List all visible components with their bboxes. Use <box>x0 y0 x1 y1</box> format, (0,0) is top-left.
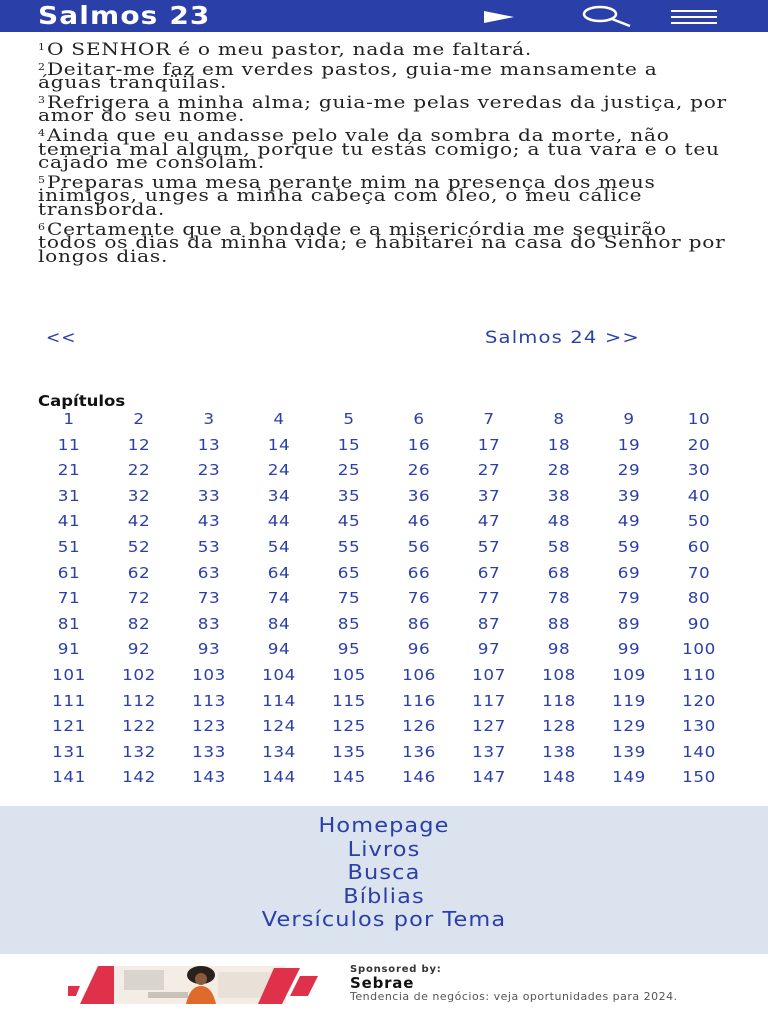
chapter-link-103[interactable]: 103 <box>192 665 226 684</box>
chapter-link-89[interactable]: 89 <box>617 614 641 633</box>
chapter-link-53[interactable]: 53 <box>197 537 221 556</box>
chapter-link-44[interactable]: 44 <box>267 512 291 531</box>
chapter-link-113[interactable]: 113 <box>192 691 226 710</box>
chapter-link-38[interactable]: 38 <box>547 486 571 505</box>
chapter-link-131[interactable]: 131 <box>52 742 86 761</box>
verse-text: Deitar-me faz em verdes pastos, guia-me mansamente a águas tranqüilas. <box>38 59 658 93</box>
chapter-link-8[interactable]: 8 <box>553 410 565 428</box>
top-bar <box>0 0 768 32</box>
chapter-link-51[interactable]: 51 <box>57 537 81 556</box>
chapter-link-139[interactable]: 139 <box>612 742 646 761</box>
chapter-link-77[interactable]: 77 <box>477 589 501 608</box>
chapter-link-27[interactable]: 27 <box>477 461 501 480</box>
chapter-link-124[interactable]: 124 <box>262 717 296 736</box>
chapter-link-14[interactable]: 14 <box>267 435 291 454</box>
chapter-link-73[interactable]: 73 <box>197 589 221 608</box>
chapter-link-132[interactable]: 132 <box>122 742 156 761</box>
chapter-link-93[interactable]: 93 <box>197 640 221 659</box>
chapter-link-25[interactable]: 25 <box>337 461 361 480</box>
chapter-link-85[interactable]: 85 <box>337 614 361 633</box>
chapter-link-90[interactable]: 90 <box>687 614 711 633</box>
chapter-link-99[interactable]: 99 <box>617 640 641 659</box>
chapter-link-39[interactable]: 39 <box>617 486 641 505</box>
chapter-link-50[interactable]: 50 <box>687 512 711 531</box>
verse-number: 4 <box>38 128 46 139</box>
chapter-link-148[interactable]: 148 <box>542 768 576 787</box>
sponsor-name[interactable]: Sebrae <box>350 974 415 992</box>
chapter-link-66[interactable]: 66 <box>407 563 431 582</box>
chapter-link-6[interactable]: 6 <box>413 410 425 428</box>
chapter-link-58[interactable]: 58 <box>547 537 571 556</box>
verse-number: 5 <box>38 175 46 186</box>
chapter-link-108[interactable]: 108 <box>542 665 576 684</box>
verses-list <box>38 42 728 268</box>
chapter-link-43[interactable]: 43 <box>197 512 221 531</box>
chapter-link-49[interactable]: 49 <box>617 512 641 531</box>
chapter-link-76[interactable]: 76 <box>407 589 431 608</box>
chapter-link-45[interactable]: 45 <box>337 512 361 531</box>
chapter-link-88[interactable]: 88 <box>547 614 571 633</box>
chapter-link-72[interactable]: 72 <box>127 589 151 608</box>
chapter-link-5[interactable]: 5 <box>343 410 355 428</box>
chapter-link-106[interactable]: 106 <box>402 665 436 684</box>
chapter-link-100[interactable]: 100 <box>682 640 716 659</box>
chapter-link-127[interactable]: 127 <box>472 717 506 736</box>
chapter-link-34[interactable]: 34 <box>267 486 291 505</box>
chapter-link-109[interactable]: 109 <box>612 665 646 684</box>
chapter-link-150[interactable]: 150 <box>682 768 716 787</box>
chapter-link-69[interactable]: 69 <box>617 563 641 582</box>
previous-chapter-link[interactable]: << <box>46 328 77 348</box>
verse-text: Certamente que a bondade e a misericórdia me seguirão todos os dias da minha vida; e habitarei na casa do Senhor por longos dias. <box>38 219 726 266</box>
chapter-link-149[interactable]: 149 <box>612 768 646 787</box>
verse-text: Preparas uma mesa perante mim na presença dos meus inimigos, unges a minha cabeça com óleo, o meu cálice transborda. <box>38 172 656 219</box>
verse-4 <box>38 125 727 173</box>
chapter-link-79[interactable]: 79 <box>617 589 641 608</box>
chapters-heading: Capítulos <box>38 392 126 410</box>
verse-2 <box>38 59 727 93</box>
sponsor-banner <box>0 954 768 1024</box>
chapter-link-142[interactable]: 142 <box>122 768 156 787</box>
chapter-link-105[interactable]: 105 <box>332 665 366 684</box>
footer-nav <box>0 806 768 954</box>
chapter-link-144[interactable]: 144 <box>262 768 296 787</box>
chapter-link-68[interactable]: 68 <box>547 563 571 582</box>
chapter-link-13[interactable]: 13 <box>197 435 221 454</box>
play-icon[interactable] <box>484 9 516 28</box>
chapter-link-128[interactable]: 128 <box>542 717 576 736</box>
sponsored-by-label: Sponsored by: <box>350 964 442 975</box>
chapter-link-102[interactable]: 102 <box>122 665 156 684</box>
chapter-link-130[interactable]: 130 <box>682 717 716 736</box>
chapter-link-80[interactable]: 80 <box>687 589 711 608</box>
chapter-link-1[interactable]: 1 <box>63 410 75 428</box>
chapter-link-96[interactable]: 96 <box>407 640 431 659</box>
chapter-link-32[interactable]: 32 <box>127 486 151 505</box>
chapter-link-11[interactable]: 11 <box>57 435 81 454</box>
chapter-link-63[interactable]: 63 <box>197 563 221 582</box>
chapter-link-98[interactable]: 98 <box>547 640 571 659</box>
verse-text: Refrigera a minha alma; guia-me pelas veredas da justiça, por amor do seu nome. <box>38 92 727 126</box>
chapter-link-146[interactable]: 146 <box>402 768 436 787</box>
chapter-link-117[interactable]: 117 <box>472 691 506 710</box>
chapter-link-135[interactable]: 135 <box>332 742 366 761</box>
chapter-link-35[interactable]: 35 <box>337 486 361 505</box>
chapter-link-119[interactable]: 119 <box>612 691 646 710</box>
chapter-link-40[interactable]: 40 <box>687 486 711 505</box>
chapter-link-87[interactable]: 87 <box>477 614 501 633</box>
chapter-link-74[interactable]: 74 <box>267 589 291 608</box>
search-icon[interactable] <box>580 5 632 31</box>
chapter-link-59[interactable]: 59 <box>617 537 641 556</box>
chapter-link-95[interactable]: 95 <box>337 640 361 659</box>
chapters-grid <box>34 407 734 791</box>
chapter-link-23[interactable]: 23 <box>197 461 221 480</box>
chapter-link-55[interactable]: 55 <box>337 537 361 556</box>
chapter-link-33[interactable]: 33 <box>197 486 221 505</box>
chapter-link-120[interactable]: 120 <box>682 691 716 710</box>
chapter-link-71[interactable]: 71 <box>57 589 81 608</box>
chapter-link-134[interactable]: 134 <box>262 742 296 761</box>
verse-number: 2 <box>38 62 46 73</box>
chapter-link-42[interactable]: 42 <box>127 512 151 531</box>
verse-3 <box>38 92 727 126</box>
sponsor-description[interactable]: Tendencia de negócios: veja oportunidades para 2024. <box>350 990 678 1003</box>
chapter-link-60[interactable]: 60 <box>687 537 711 556</box>
chapter-link-129[interactable]: 129 <box>612 717 646 736</box>
chapter-link-97[interactable]: 97 <box>477 640 501 659</box>
verse-1 <box>38 42 727 57</box>
chapter-link-26[interactable]: 26 <box>407 461 431 480</box>
chapter-link-81[interactable]: 81 <box>57 614 81 633</box>
chapter-link-82[interactable]: 82 <box>127 614 151 633</box>
chapter-link-123[interactable]: 123 <box>192 717 226 736</box>
chapter-link-70[interactable]: 70 <box>687 563 711 582</box>
chapter-link-114[interactable]: 114 <box>262 691 296 710</box>
chapter-link-111[interactable]: 111 <box>52 691 86 710</box>
chapter-link-65[interactable]: 65 <box>337 563 361 582</box>
sponsor-ad-image[interactable] <box>68 966 318 1004</box>
chapter-link-84[interactable]: 84 <box>267 614 291 633</box>
chapter-link-78[interactable]: 78 <box>547 589 571 608</box>
chapter-link-101[interactable]: 101 <box>52 665 86 684</box>
footer-link-biblias[interactable]: Bíblias <box>343 883 425 908</box>
footer-link-versiculos-por-tema[interactable]: Versículos por Tema <box>261 907 507 931</box>
chapter-link-37[interactable]: 37 <box>477 486 501 505</box>
verse-number: 6 <box>38 222 46 233</box>
chapter-link-19[interactable]: 19 <box>617 435 641 454</box>
chapter-link-36[interactable]: 36 <box>407 486 431 505</box>
chapter-link-136[interactable]: 136 <box>402 742 436 761</box>
chapter-link-112[interactable]: 112 <box>122 691 156 710</box>
chapter-link-4[interactable]: 4 <box>273 410 285 428</box>
chapter-link-31[interactable]: 31 <box>57 486 81 505</box>
chapter-link-12[interactable]: 12 <box>127 435 151 454</box>
next-chapter-link[interactable]: Salmos 24 >> <box>485 328 640 348</box>
verse-5 <box>38 172 727 219</box>
chapter-link-30[interactable]: 30 <box>687 461 711 480</box>
chapter-link-28[interactable]: 28 <box>547 461 571 480</box>
chapter-link-140[interactable]: 140 <box>682 742 716 761</box>
chapter-link-46[interactable]: 46 <box>407 512 431 531</box>
chapter-link-21[interactable]: 21 <box>57 461 81 480</box>
chapter-link-15[interactable]: 15 <box>337 435 361 454</box>
footer-link-livros[interactable]: Livros <box>347 836 421 861</box>
footer-link-homepage[interactable]: Homepage <box>318 813 450 837</box>
chapter-link-121[interactable]: 121 <box>52 717 86 736</box>
chapter-link-2[interactable]: 2 <box>133 410 145 428</box>
verse-text: O SENHOR é o meu pastor, nada me faltará. <box>46 40 533 59</box>
chapter-link-7[interactable]: 7 <box>483 410 495 428</box>
verse-text: Ainda que eu andasse pelo vale da sombra da morte, não temeria mal algum, porque tu estás comigo; a tua vara e o teu cajado me consolam. <box>38 125 720 173</box>
chapter-link-52[interactable]: 52 <box>127 537 151 556</box>
chapter-link-3[interactable]: 3 <box>203 410 215 428</box>
chapter-link-126[interactable]: 126 <box>402 717 436 736</box>
chapter-link-10[interactable]: 10 <box>687 410 711 428</box>
chapter-link-122[interactable]: 122 <box>122 717 156 736</box>
chapter-link-147[interactable]: 147 <box>472 768 506 787</box>
chapter-link-18[interactable]: 18 <box>547 435 571 454</box>
menu-icon[interactable] <box>671 9 717 28</box>
chapter-link-9[interactable]: 9 <box>623 410 635 428</box>
chapter-link-86[interactable]: 86 <box>407 614 431 633</box>
chapter-link-64[interactable]: 64 <box>267 563 291 582</box>
chapter-link-57[interactable]: 57 <box>477 537 501 556</box>
chapter-link-143[interactable]: 143 <box>192 768 226 787</box>
chapter-link-91[interactable]: 91 <box>57 640 81 659</box>
chapter-link-145[interactable]: 145 <box>332 768 366 787</box>
chapter-link-24[interactable]: 24 <box>267 461 291 480</box>
verse-number: 1 <box>38 43 46 53</box>
chapter-link-141[interactable]: 141 <box>52 768 86 787</box>
chapter-link-115[interactable]: 115 <box>332 691 366 710</box>
chapter-link-61[interactable]: 61 <box>57 563 81 582</box>
chapter-link-56[interactable]: 56 <box>407 537 431 556</box>
chapter-link-107[interactable]: 107 <box>472 665 506 684</box>
chapter-link-94[interactable]: 94 <box>267 640 291 659</box>
verse-6 <box>38 219 727 266</box>
chapter-link-47[interactable]: 47 <box>477 512 501 531</box>
chapter-link-110[interactable]: 110 <box>682 665 716 684</box>
chapter-link-20[interactable]: 20 <box>687 435 711 454</box>
chapter-link-62[interactable]: 62 <box>127 563 151 582</box>
chapter-link-92[interactable]: 92 <box>127 640 151 659</box>
chapter-link-29[interactable]: 29 <box>617 461 641 480</box>
chapter-link-22[interactable]: 22 <box>127 461 151 480</box>
chapter-link-104[interactable]: 104 <box>262 665 296 684</box>
chapter-link-41[interactable]: 41 <box>57 512 81 531</box>
chapter-link-16[interactable]: 16 <box>407 435 431 454</box>
chapter-link-48[interactable]: 48 <box>547 512 571 531</box>
chapter-link-133[interactable]: 133 <box>192 742 226 761</box>
chapter-link-116[interactable]: 116 <box>402 691 436 710</box>
verse-number: 3 <box>38 95 46 106</box>
chapter-link-138[interactable]: 138 <box>542 742 576 761</box>
chapter-link-125[interactable]: 125 <box>332 717 366 736</box>
chapter-link-54[interactable]: 54 <box>267 537 291 556</box>
footer-link-busca[interactable]: Busca <box>347 860 421 884</box>
chapter-link-137[interactable]: 137 <box>472 742 506 761</box>
chapter-link-67[interactable]: 67 <box>477 563 501 582</box>
chapter-link-75[interactable]: 75 <box>337 589 361 608</box>
chapter-link-17[interactable]: 17 <box>477 435 501 454</box>
chapter-link-118[interactable]: 118 <box>542 691 576 710</box>
page-title: Salmos 23 <box>38 1 211 30</box>
chapter-link-83[interactable]: 83 <box>197 614 221 633</box>
